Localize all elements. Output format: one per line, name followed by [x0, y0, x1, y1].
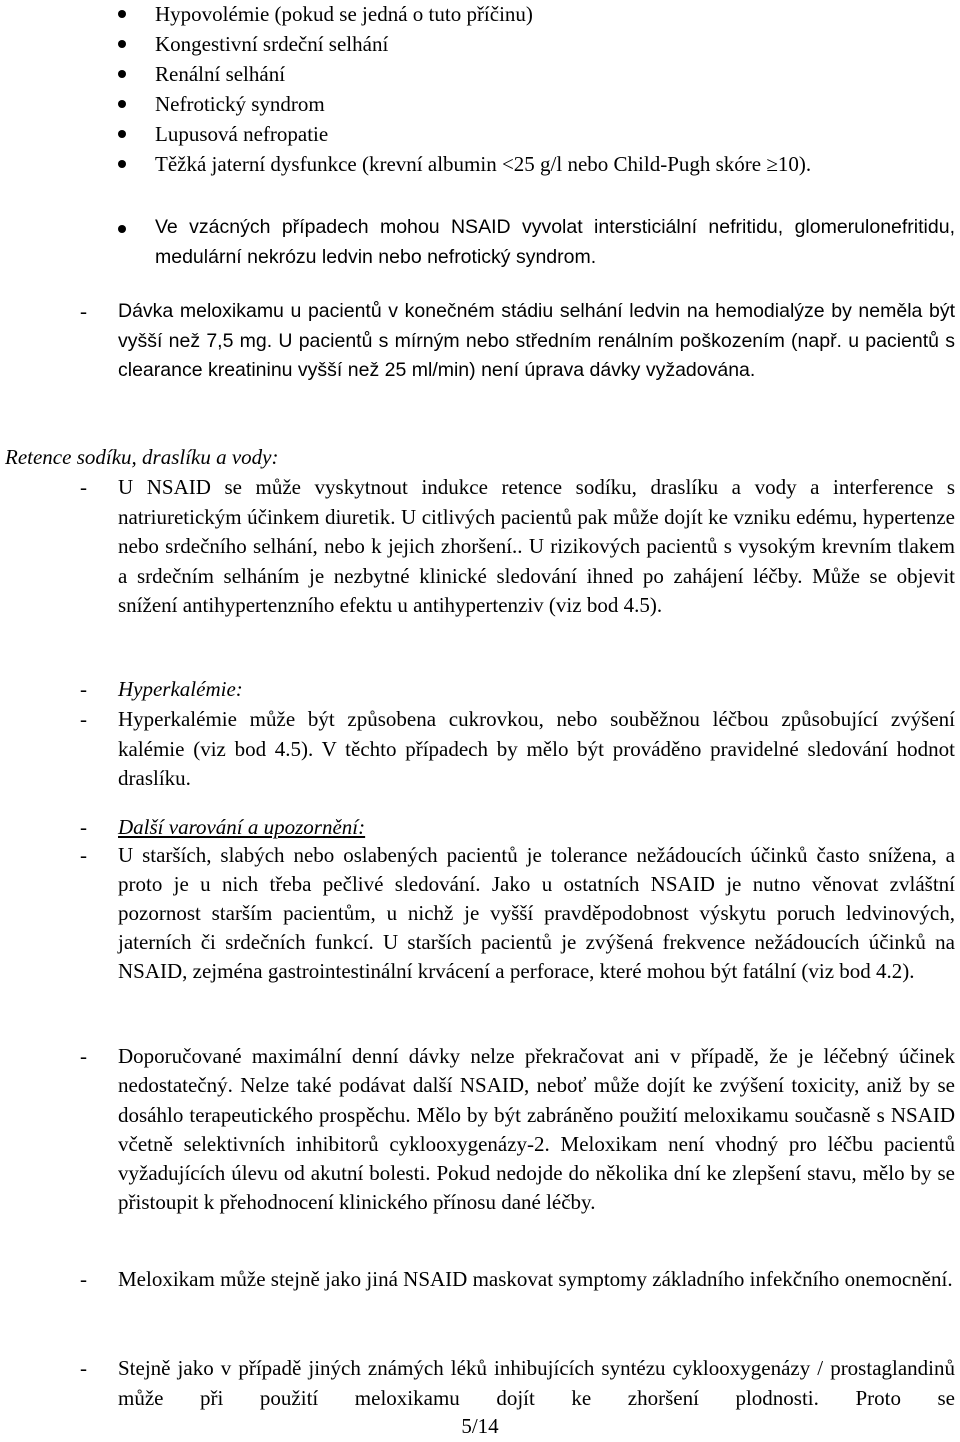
- bullet-icon: [118, 70, 126, 78]
- bullet-icon: [118, 100, 126, 108]
- list-item: Lupusová nefropatie: [155, 122, 329, 146]
- dash-marker: -: [80, 707, 87, 731]
- list-item: Renální selhání: [155, 62, 286, 86]
- bullet-icon: [118, 130, 126, 138]
- bullet-icon: [118, 10, 126, 18]
- max-dose-paragraph: Doporučované maximální denní dávky nelze překračovat ani v případě, že je léčebný účinek nedostatečný. Nelze také podávat další NSAID, neboť může dojít ke zvýšení toxicity, aniž by se dosáhlo terapeutického prospěchu. Mělo by být zabráněno použití meloxikamu současně s NSAID včetně selektivních inhibitorů cyklooxygenázy-2. Meloxikam není vhodný pro léčbu pacientů vyžadujících úlevu od akutní bolesti. Pokud nedojde do několika dní ke zlepšení stavu, mělo by se přistoupit k přehodnocení klinického přínosu dané léčby.: [118, 1044, 955, 1215]
- dash-marker: -: [80, 677, 87, 701]
- list-item: Nefrotický syndrom: [155, 92, 325, 116]
- list-item: Těžká jaterní dysfunkce (krevní albumin <25 g/l nebo Child-Pugh skóre ≥10).: [155, 152, 812, 176]
- hyperkalemia-paragraph: Hyperkalémie může být způsobena cukrovkou, nebo souběžnou léčbou způsobující zvýšení kalémie (viz bod 4.5). V těchto případech by mělo být prováděno pravidelné sledování hodnot draslíku.: [118, 707, 955, 791]
- warnings-heading-row: [118, 813, 955, 843]
- hyperkalemia-heading: Hyperkalémie:: [118, 677, 243, 701]
- infection-paragraph: Meloxikam může stejně jako jiná NSAID maskovat symptomy základního infekčního onemocnění.: [118, 1267, 953, 1291]
- dash-marker: -: [80, 815, 87, 839]
- dose-paragraph: Dávka meloxikamu u pacientů v konečném stádiu selhání ledvin na hemodialýze by neměla být vyšší než 7,5 mg. U pacientů s mírným nebo středním renálním poškozením (např. u pacientů s clearance kreatininu vyšší než 25 ml/min) není úprava dávky vyžadována.: [118, 300, 955, 381]
- retention-paragraph: U NSAID se může vyskytnout indukce retence sodíku, draslíku a vody a interference s natriuretickým účinkem diuretik. U citlivých pacientů pak může dojít ke vzniku edému, hypertenze nebo srdečního selhání, nebo k jejich zhoršení.. U rizikových pacientů s vysokým krevním tlakem a srdečním selháním je nezbytné klinické sledování ihned po zahájení léčby. Může se objevit snížení antihypertenzního efektu u antihypertenziv (viz bod 4.5).: [118, 475, 955, 618]
- rare-effects-paragraph: Ve vzácných případech mohou NSAID vyvolat intersticiální nefritidu, glomerulonefritidu, medulární nekrózu ledvin nebo nefrotický syndrom.: [155, 216, 955, 268]
- elderly-paragraph: U starších, slabých nebo oslabených pacientů je tolerance nežádoucích účinků často snížena, a proto je u nich třeba pečlivé sledování. Jako u ostatních NSAID je nutno věnovat zvláštní pozornost starším pacientům, u nichž je vyšší pravděpodobnost výskytu poruch ledvinových, jaterních či srdečních funkcí. U starších pacientů je zvýšená frekvence nežádoucích účinků na NSAID, zejména gastrointestinální krvácení a perforace, které mohou být fatální (viz bod 4.2).: [118, 843, 955, 984]
- dash-marker: -: [80, 299, 87, 323]
- page-number: 5/14: [461, 1414, 499, 1438]
- dash-marker: -: [80, 843, 87, 867]
- dash-marker: -: [80, 1356, 87, 1380]
- warnings-heading: Další varování a upozornění:: [118, 815, 366, 839]
- retention-heading: Retence sodíku, draslíku a vody:: [5, 445, 279, 469]
- dash-marker: -: [80, 1044, 87, 1068]
- fertility-paragraph: Stejně jako v případě jiných známých léků inhibujících syntézu cyklooxygenázy / prostaglandinů může při použití meloxikamu dojít ke zhoršení plodnosti. Proto se: [118, 1356, 955, 1410]
- bullet-icon: [118, 225, 126, 233]
- dash-marker: -: [80, 1267, 87, 1291]
- list-item: Kongestivní srdeční selhání: [155, 32, 389, 56]
- bullet-icon: [118, 40, 126, 48]
- list-item: Hypovolémie (pokud se jedná o tuto příčinu): [155, 2, 533, 26]
- bullet-icon: [118, 160, 126, 168]
- dash-marker: -: [80, 475, 87, 499]
